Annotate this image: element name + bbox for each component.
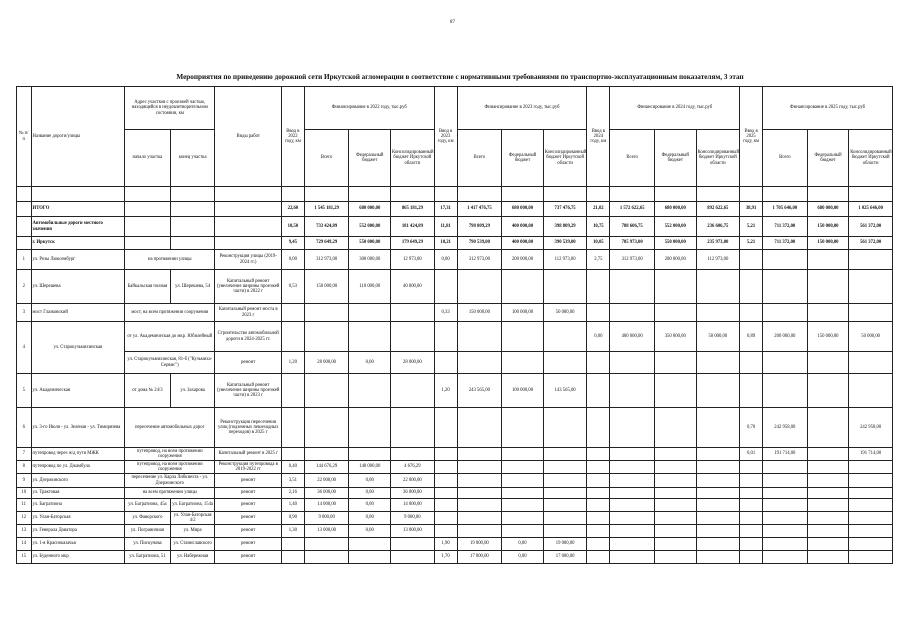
- cell-federal-2024: 552 000,00: [654, 217, 696, 237]
- section-address: от ул. Академическая до мкр. Юбилейный: [125, 322, 215, 352]
- cell-total-2022: 729 649,29: [304, 237, 349, 250]
- section-address: мост, на всем протяжении сооружения: [125, 304, 215, 322]
- cell-km-2023: 0,33: [434, 304, 457, 322]
- table-row: [17, 270, 893, 304]
- cell-km-2024: 21,02: [587, 202, 610, 217]
- cell-federal-2023: 400 000,00: [502, 237, 544, 250]
- work-type: Реконструкция пересечения улиц (подземных пешеходных переходов) в 2025 г: [215, 408, 282, 448]
- row-number: 12: [17, 512, 32, 525]
- cell-km-2023: 0,00: [434, 250, 457, 270]
- table-row: [17, 538, 893, 551]
- header-financing-2022: Финансирование в 2022 году, тыс.руб: [304, 87, 434, 130]
- road-name: ул. Генерала Доватора: [31, 525, 125, 538]
- road-name: ул. Розы Люксембург: [31, 250, 125, 270]
- table-row: [17, 352, 893, 374]
- cell-km-2024: 10,05: [587, 237, 610, 250]
- road-name: ул. 1-я Красноказачья: [31, 538, 125, 551]
- cell-km-2022: 9,45: [281, 237, 304, 250]
- cell-total-2023: 150 000,00: [457, 304, 502, 322]
- table-row: [17, 322, 893, 352]
- cell-federal-2022: 0,00: [349, 512, 391, 525]
- road-name: ул. Академическая: [31, 374, 125, 408]
- cell-total-2022: 144 676,29: [304, 461, 349, 474]
- table-row: [17, 488, 893, 499]
- header-intro-2022: Ввод в 2022 году, км: [281, 87, 304, 187]
- cell-km-2023: 17,31: [434, 202, 457, 217]
- work-type: Капитальный ремонт моста в 2023 г: [215, 304, 282, 322]
- cell-total-2023: 312 973,00: [457, 250, 502, 270]
- section-address: на всем протяжении улицы: [125, 488, 215, 499]
- road-works-table: [16, 86, 893, 564]
- cell-local-2025: 561 372,00: [849, 237, 893, 250]
- row-number: 8: [17, 461, 32, 474]
- road-name: ул. Буденного мкр: [31, 551, 125, 564]
- work-type: ремонт: [215, 474, 282, 488]
- work-type: Капитальный ремонт (увеличение ширины проезжей части) в 2022 г: [215, 270, 282, 304]
- section-end: ул. Захарова: [170, 374, 215, 408]
- cell-total-2022: 733 424,89: [304, 217, 349, 237]
- cell-federal-2024: 680 000,00: [654, 202, 696, 217]
- cell-total-2024: 788 606,75: [610, 217, 655, 237]
- cell-federal-2022: 550 000,00: [349, 237, 391, 250]
- cell-km-2022: 1,20: [281, 352, 304, 374]
- cell-total-2022: 13 000,00: [304, 525, 349, 538]
- cell-local-2024: 236 606,75: [696, 217, 740, 237]
- table-row: [17, 250, 893, 270]
- summary-row-total: [17, 202, 893, 217]
- cell-km-2025: 5,21: [740, 217, 763, 237]
- cell-total-2024: 785 973,00: [610, 237, 655, 250]
- spacer-row: [17, 187, 893, 202]
- header-financing-2025: Финансирование в 2025 году, тыс.руб: [763, 87, 893, 130]
- header-local-2023: Консолидированный бюджет Иркутской области: [543, 130, 587, 187]
- cell-federal-2022: 110 000,00: [349, 270, 391, 304]
- table-row: [17, 499, 893, 512]
- cell-federal-2025: 680 000,00: [807, 202, 849, 217]
- cell-local-2024: 235 973,00: [696, 237, 740, 250]
- cell-federal-2023: 680 000,00: [502, 202, 544, 217]
- section-address: пересечение ул. Карла Либкнехта - ул. Дзержинского: [125, 474, 215, 488]
- cell-local-2025: 50 000,00: [849, 322, 893, 352]
- cell-km-2023: 1,70: [434, 551, 457, 564]
- cell-local-2025: 561 372,00: [849, 217, 893, 237]
- cell-km-2022: 22,60: [281, 202, 304, 217]
- row-number: 5: [17, 374, 32, 408]
- cell-federal-2022: 140 000,00: [349, 461, 391, 474]
- road-name: мост Глазковский: [31, 304, 125, 322]
- row-number: 9: [17, 474, 32, 488]
- cell-federal-2022: 0,00: [349, 352, 391, 374]
- work-type: ремонт: [215, 512, 282, 525]
- header-local-2024: Консолидированный бюджет Иркутской области: [696, 130, 740, 187]
- cell-km-2022: 0,90: [281, 512, 304, 525]
- road-name: ул. 3-го Июля - ул. Зеленая - ул. Тимирязева: [31, 408, 125, 448]
- road-name: ул. Старокузьмихинская: [31, 322, 125, 374]
- cell-km-2025: 5,21: [740, 237, 763, 250]
- row-number: 1: [17, 250, 32, 270]
- row-number: 11: [17, 499, 32, 512]
- cell-local-2023: 737 476,75: [543, 202, 587, 217]
- cell-total-2023: 17 000,00: [457, 551, 502, 564]
- cell-federal-2022: 552 000,00: [349, 217, 391, 237]
- cell-total-2022: 14 000,00: [304, 499, 349, 512]
- work-type: ремонт: [215, 538, 282, 551]
- cell-local-2022: 22 000,00: [391, 474, 435, 488]
- cell-local-2024: 112 973,00: [696, 250, 740, 270]
- section-start: ул. Багратиона, 51: [125, 551, 171, 564]
- row-number: 2: [17, 270, 32, 304]
- cell-local-2022: 36 000,00: [391, 488, 435, 499]
- table-row: [17, 408, 893, 448]
- cell-local-2023: 19 000,00: [543, 538, 587, 551]
- header-financing-2023: Финансирование в 2023 году, тыс.руб: [457, 87, 587, 130]
- cell-km-2025: 0,89: [740, 322, 763, 352]
- cell-total-2023: 1 417 476,75: [457, 202, 502, 217]
- summary-name: ИТОГО: [31, 202, 125, 217]
- header-total-2025: Всего: [763, 130, 808, 187]
- cell-federal-2023: 100 000,00: [502, 374, 544, 408]
- header-federal-2025: Федеральный бюджет: [807, 130, 849, 187]
- work-type: Капитальный ремонт (увеличение ширины проезжей части) в 2023 г: [215, 374, 282, 408]
- cell-local-2025: 191 714,00: [849, 448, 893, 461]
- cell-km-2025: 38,91: [740, 202, 763, 217]
- section-end: ул. Шерешева, 54: [170, 270, 215, 304]
- cell-km-2025: 0,70: [740, 408, 763, 448]
- cell-local-2022: 28 000,00: [391, 352, 435, 374]
- cell-local-2024: 892 622,65: [696, 202, 740, 217]
- cell-local-2025: 1 025 646,00: [849, 202, 893, 217]
- cell-local-2022: 181 424,89: [391, 217, 435, 237]
- row-number: 6: [17, 408, 32, 448]
- table-row: [17, 448, 893, 461]
- cell-total-2022: 28 000,00: [304, 352, 349, 374]
- cell-federal-2022: 0,00: [349, 525, 391, 538]
- header-federal-2022: Федеральный бюджет: [349, 130, 391, 187]
- cell-federal-2022: 0,00: [349, 488, 391, 499]
- cell-km-2023: 1,20: [434, 374, 457, 408]
- header-total-2022: Всего: [304, 130, 349, 187]
- cell-total-2022: 1 545 181,29: [304, 202, 349, 217]
- page-number: 87: [450, 20, 455, 25]
- work-type: Капитальный ремонт в 2025 г: [215, 448, 282, 461]
- cell-local-2025: 242 958,00: [849, 408, 893, 448]
- cell-total-2024: 1 572 622,65: [610, 202, 655, 217]
- cell-total-2023: 798 809,29: [457, 217, 502, 237]
- header-local-2025: Консолидированный бюджет Иркутской области: [849, 130, 893, 187]
- road-name: ул. Шерешева: [31, 270, 125, 304]
- table-row: [17, 525, 893, 538]
- cell-federal-2023: 100 000,00: [502, 304, 544, 322]
- section-start: ул. Пограничная: [125, 525, 171, 538]
- cell-federal-2024: 550 000,00: [654, 237, 696, 250]
- cell-federal-2023: 200 000,00: [502, 250, 544, 270]
- section-end: ул. Набережная: [170, 551, 215, 564]
- section-start: ул. Пискунова: [125, 538, 171, 551]
- cell-total-2023: 19 000,00: [457, 538, 502, 551]
- header-num: № п/п: [17, 87, 32, 187]
- cell-total-2022: 150 000,00: [304, 270, 349, 304]
- summary-name: Автомобильные дороги местного значения: [31, 217, 125, 237]
- road-name: ул. Багратиона: [31, 499, 125, 512]
- cell-local-2022: 865 181,29: [391, 202, 435, 217]
- document-title: Мероприятия по приведению дорожной сети Иркутской агломерации в соответствие с нормативными требованиями по транспортно-эксплуатационным показателям, 3 этап: [176, 73, 744, 81]
- section-end: ул. Мира: [170, 525, 215, 538]
- section-address: пересечение автомобильных дорог: [125, 408, 215, 448]
- summary-name: г. Иркутск: [31, 237, 125, 250]
- summary-row-local-roads: [17, 217, 893, 237]
- header-total-2023: Всего: [457, 130, 502, 187]
- cell-km-2022: 0,53: [281, 270, 304, 304]
- cell-local-2022: 9 000,00: [391, 512, 435, 525]
- cell-total-2023: 243 565,00: [457, 374, 502, 408]
- road-name: путепровод по ул. Джамбула: [31, 461, 125, 474]
- cell-km-2022: 0,00: [281, 250, 304, 270]
- cell-local-2023: 112 973,00: [543, 250, 587, 270]
- work-type: Реконструкция улицы (2019-2024 гг.): [215, 250, 282, 270]
- cell-km-2023: 1,90: [434, 538, 457, 551]
- row-number: 7: [17, 448, 32, 461]
- table-row: [17, 304, 893, 322]
- cell-federal-2024: 350 000,00: [654, 322, 696, 352]
- header-section-end: конец участка: [170, 130, 215, 187]
- section-start: ул. Фаворского: [125, 512, 171, 525]
- cell-km-2024: 0,00: [587, 322, 610, 352]
- header-work-types: Виды работ: [215, 87, 282, 187]
- row-number: 15: [17, 551, 32, 564]
- cell-total-2025: 711 372,00: [763, 237, 808, 250]
- cell-total-2025: 242 958,00: [763, 408, 808, 448]
- cell-km-2022: 3,51: [281, 474, 304, 488]
- cell-total-2024: 312 973,00: [610, 250, 655, 270]
- cell-federal-2022: 300 000,00: [349, 250, 391, 270]
- cell-total-2022: 9 000,00: [304, 512, 349, 525]
- header-section-address: Адрес участков с проезжей частью, находящейся в неудовлетворительном состоянии, км: [125, 87, 215, 130]
- section-end: ул. Багратиона, 154а: [170, 499, 215, 512]
- section-end: ул. Улан-Баторская 4/2: [170, 512, 215, 525]
- cell-total-2022: 36 000,00: [304, 488, 349, 499]
- table-row: [17, 512, 893, 525]
- cell-total-2025: 191 714,00: [763, 448, 808, 461]
- row-number: 3: [17, 304, 32, 322]
- cell-km-2024: 2,75: [587, 250, 610, 270]
- road-name: путепровод через ж/д пути МЖК: [31, 448, 125, 461]
- section-address: на протяжении улицы: [125, 250, 215, 270]
- cell-km-2022: 1,30: [281, 525, 304, 538]
- cell-local-2022: 179 649,29: [391, 237, 435, 250]
- cell-local-2022: 40 000,00: [391, 270, 435, 304]
- row-number: 14: [17, 538, 32, 551]
- road-name: ул. Улан-Баторская: [31, 512, 125, 525]
- work-type: ремонт: [215, 352, 282, 374]
- table-row: [17, 461, 893, 474]
- section-address: путепровод, на всем протяжении сооружения: [125, 461, 215, 474]
- row-number: 10: [17, 488, 32, 499]
- cell-federal-2022: 0,00: [349, 499, 391, 512]
- row-number: 4: [17, 322, 32, 374]
- cell-local-2023: 398 809,29: [543, 217, 587, 237]
- cell-km-2025: 0,01: [740, 448, 763, 461]
- cell-federal-2022: 0,00: [349, 474, 391, 488]
- table-row: [17, 551, 893, 564]
- cell-federal-2022: 680 000,00: [349, 202, 391, 217]
- cell-federal-2025: 150 000,00: [807, 217, 849, 237]
- section-start: от дома № 24/3: [125, 374, 171, 408]
- work-type: ремонт: [215, 488, 282, 499]
- cell-local-2023: 143 565,00: [543, 374, 587, 408]
- header-total-2024: Всего: [610, 130, 655, 187]
- cell-local-2023: 17 000,00: [543, 551, 587, 564]
- cell-km-2023: 11,81: [434, 217, 457, 237]
- work-type: Строительство автомобильной дороги в 2024-2025 гг.: [215, 322, 282, 352]
- work-type: Реконструкция путепровода в 2019-2022 гг: [215, 461, 282, 474]
- cell-local-2022: 14 000,00: [391, 499, 435, 512]
- cell-federal-2023: 400 000,00: [502, 217, 544, 237]
- header-local-2022: Консолидированный бюджет Иркутской области: [391, 130, 435, 187]
- cell-local-2022: 13 000,00: [391, 525, 435, 538]
- cell-km-2023: 10,21: [434, 237, 457, 250]
- work-type: ремонт: [215, 551, 282, 564]
- header-intro-2023: Ввод в 2023 году, км: [434, 87, 457, 187]
- cell-federal-2025: 150 000,00: [807, 237, 849, 250]
- cell-total-2022: 22 000,00: [304, 474, 349, 488]
- header-section-start: начало участка: [125, 130, 171, 187]
- cell-total-2025: 200 000,00: [763, 322, 808, 352]
- section-start: Байкальская полная: [125, 270, 171, 304]
- header-intro-2025: Ввод в 2025 году, км: [740, 87, 763, 187]
- cell-federal-2023: 0,00: [502, 538, 544, 551]
- cell-local-2022: 12 973,00: [391, 250, 435, 270]
- cell-local-2023: 50 000,00: [543, 304, 587, 322]
- cell-km-2022: 0,40: [281, 461, 304, 474]
- section-start: ул. Багратиона, 45а: [125, 499, 171, 512]
- table-row: [17, 474, 893, 488]
- row-number: 13: [17, 525, 32, 538]
- section-end: ул. Станиславского: [170, 538, 215, 551]
- cell-federal-2025: 150 000,00: [807, 322, 849, 352]
- cell-km-2024: 10,75: [587, 217, 610, 237]
- section-address: путепровод, на всем протяжении сооружения: [125, 448, 215, 461]
- cell-local-2022: 4 676,29: [391, 461, 435, 474]
- cell-total-2025: 711 372,00: [763, 217, 808, 237]
- summary-row-irkutsk: [17, 237, 893, 250]
- cell-local-2023: 390 539,00: [543, 237, 587, 250]
- cell-federal-2023: 0,00: [502, 551, 544, 564]
- cell-km-2022: 10,50: [281, 217, 304, 237]
- header-federal-2023: Федеральный бюджет: [502, 130, 544, 187]
- cell-local-2024: 50 000,00: [696, 322, 740, 352]
- section-address: ул. Старокузьмихинская, 81-б ("Кузьмиха-Сервис"): [125, 352, 215, 374]
- cell-federal-2024: 200 000,00: [654, 250, 696, 270]
- road-name: ул. Дзержинского: [31, 474, 125, 488]
- road-name: ул. Трактовая: [31, 488, 125, 499]
- work-type: ремонт: [215, 525, 282, 538]
- header-road-name: Название дороги/улицы: [31, 87, 125, 187]
- cell-total-2023: 790 539,00: [457, 237, 502, 250]
- header-financing-2024: Финансирование в 2024 году, тыс.руб: [610, 87, 740, 130]
- header-intro-2024: Ввод в 2024 году, км: [587, 87, 610, 187]
- cell-total-2024: 400 000,00: [610, 322, 655, 352]
- cell-km-2022: 2,16: [281, 488, 304, 499]
- work-type: ремонт: [215, 499, 282, 512]
- cell-km-2022: 1,40: [281, 499, 304, 512]
- header-federal-2024: Федеральный бюджет: [654, 130, 696, 187]
- table-row: [17, 374, 893, 408]
- cell-total-2025: 1 705 646,00: [763, 202, 808, 217]
- cell-total-2022: 312 973,00: [304, 250, 349, 270]
